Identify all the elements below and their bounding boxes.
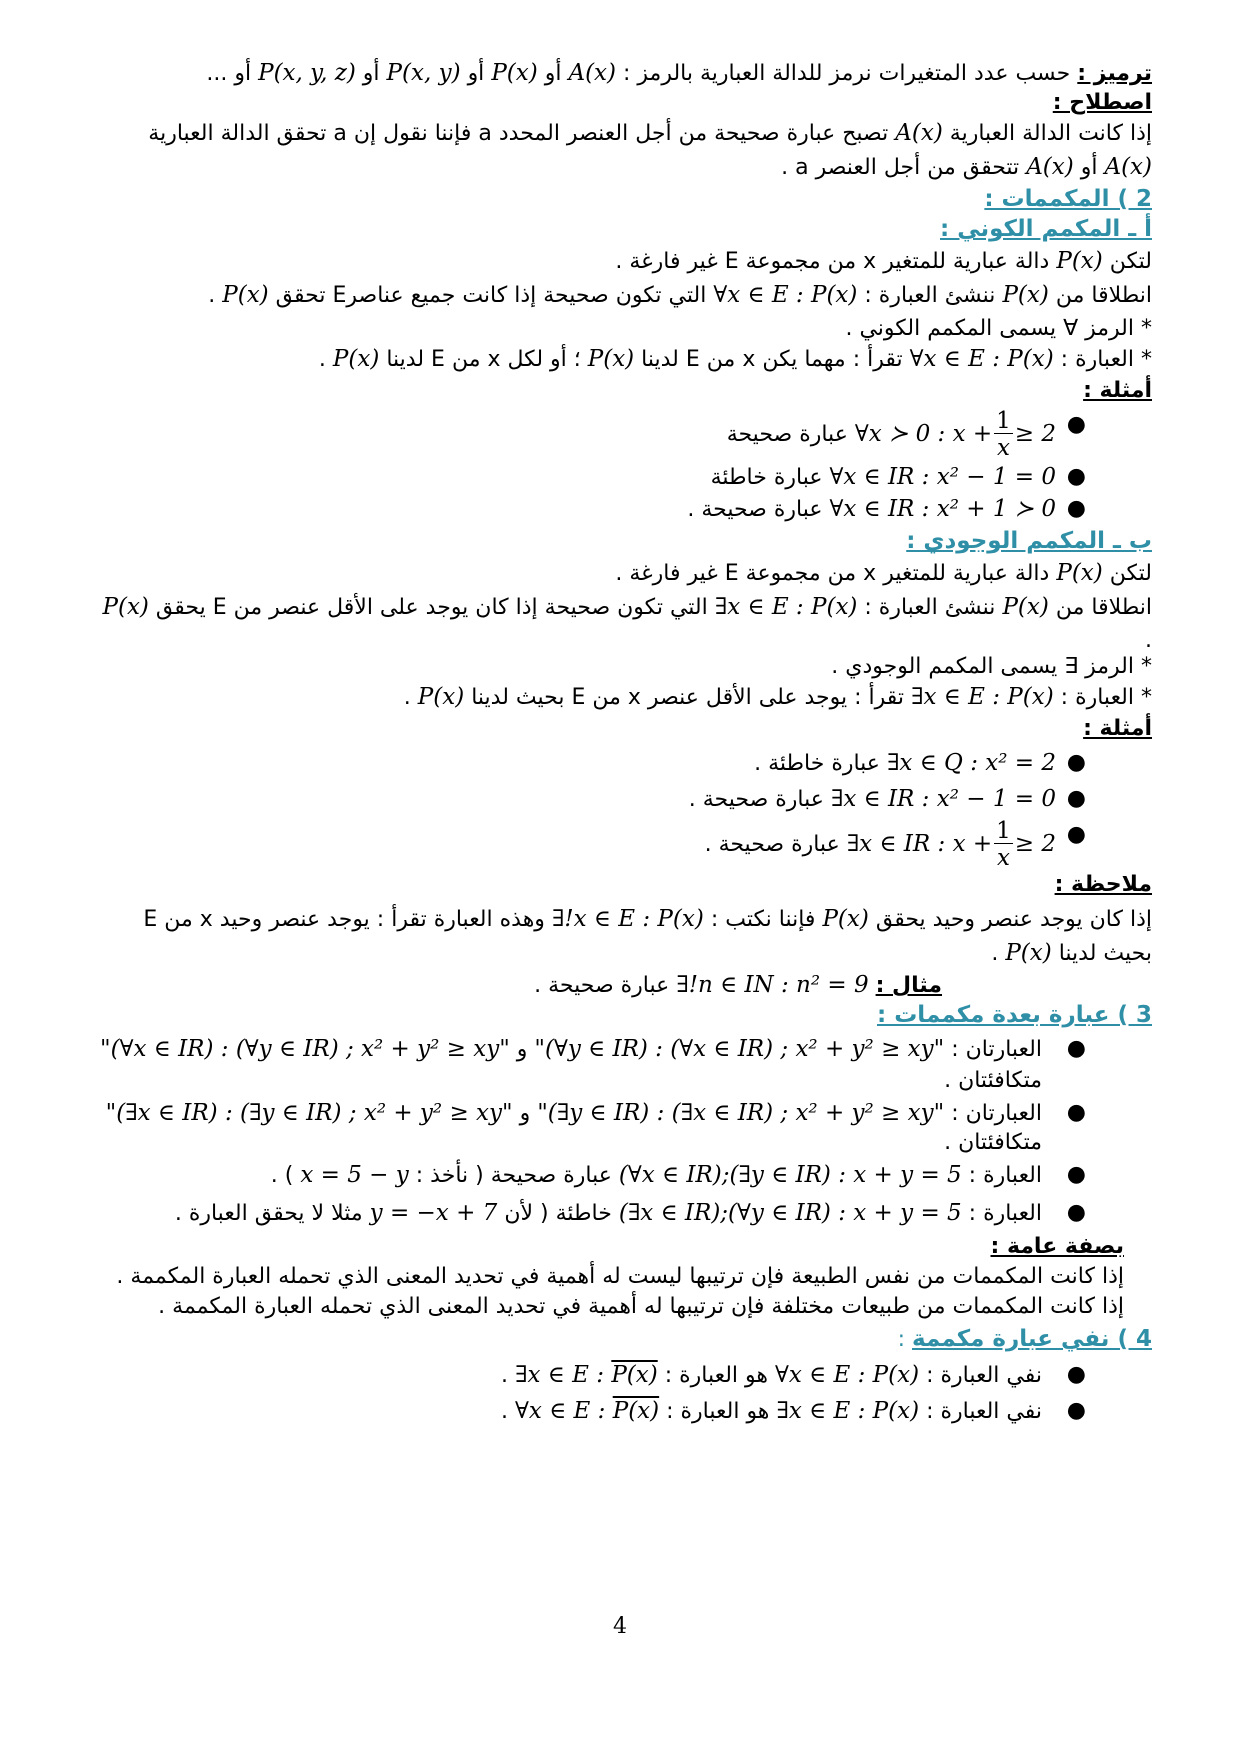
text: عبارة صحيحة ( نأخذ : bbox=[415, 1163, 612, 1188]
formula-part: ≥ 2 bbox=[1014, 421, 1056, 447]
universal-line-4 bbox=[88, 344, 1152, 375]
text: العبارة : bbox=[968, 1201, 1042, 1226]
text: . bbox=[1145, 628, 1152, 653]
universal-line-3 bbox=[88, 314, 1152, 344]
existential-example-3 bbox=[88, 820, 1152, 870]
text: . bbox=[403, 685, 411, 710]
formula: ∃!x ∈ E : P(x) bbox=[551, 906, 704, 932]
existential-example-1 bbox=[88, 748, 1152, 779]
section-2-heading bbox=[88, 184, 1152, 215]
text: عبارة صحيحة . bbox=[704, 832, 840, 857]
existential-line-2 bbox=[88, 592, 1152, 623]
examples-label: أمثلة : bbox=[1083, 378, 1152, 403]
remark-heading bbox=[88, 870, 1152, 900]
formula: ∀x ∈ E : P(x) bbox=[775, 1362, 920, 1388]
formula-part: ≥ 2 bbox=[1014, 831, 1056, 857]
formula: P(x) bbox=[1002, 282, 1049, 308]
formula: ∃x ∈ Q : x² = 2 bbox=[886, 750, 1056, 776]
notation-label: ترميز : bbox=[1077, 61, 1152, 86]
formula bbox=[515, 1398, 659, 1424]
subsection-title: ب ـ المكمم الوجودي : bbox=[906, 528, 1152, 554]
convention-line-1 bbox=[88, 118, 1152, 149]
general-heading bbox=[88, 1232, 1152, 1262]
bullet-icon: ● bbox=[1066, 1362, 1086, 1387]
universal-heading bbox=[88, 214, 1152, 245]
formula: ∃!n ∈ IN : n² = 9 bbox=[676, 972, 869, 998]
formula: ∀x ∈ IR : x² − 1 = 0 bbox=[829, 464, 1056, 490]
text: تتحقق من أجل العنصر a . bbox=[781, 155, 1020, 180]
section-3-bullet-1-cont bbox=[88, 1066, 1152, 1096]
formula: ∀x ∈ E : P(x) bbox=[713, 282, 858, 308]
denominator: x bbox=[996, 845, 1010, 871]
bullet-icon: ● bbox=[1066, 412, 1086, 437]
existential-examples-heading bbox=[88, 714, 1152, 744]
text: التي تكون صحيحة إذا كان يوجد على الأقل عنصر من E يحقق bbox=[155, 595, 708, 620]
text: العبارتان : bbox=[951, 1037, 1042, 1062]
formula: A(x) bbox=[568, 60, 616, 86]
section-title: 4 ) نفي عبارة مكممة bbox=[912, 1326, 1152, 1352]
negation-1 bbox=[88, 1360, 1152, 1391]
formula: "(∃x ∈ IR) : (∃y ∈ IR) ; x² + y² ≥ xy" bbox=[105, 1100, 513, 1126]
text: تقرأ : يوجد على الأقل عنصر x من E بحيث لدينا bbox=[471, 685, 905, 710]
text: ننشئ العبارة : bbox=[864, 283, 996, 308]
text: دالة عبارية للمتغير x من مجموعة E غير فارغة . bbox=[615, 249, 1050, 274]
existential-line-1 bbox=[88, 558, 1152, 589]
convention-line-2 bbox=[88, 152, 1152, 183]
examples-label: أمثلة : bbox=[1083, 716, 1152, 741]
formula-part: ∀x ∈ E : bbox=[515, 1398, 606, 1424]
formula: P(x) bbox=[822, 906, 869, 932]
universal-examples-heading bbox=[88, 376, 1152, 406]
text: إذا كانت المكممات من نفس الطبيعة فإن ترتيبها ليست له أهمية في تحديد المعنى الذي تحمله العبارة المكممة . bbox=[116, 1264, 1124, 1289]
text: نفي العبارة : bbox=[926, 1363, 1042, 1388]
fraction bbox=[994, 820, 1013, 870]
text: * الرمز ∀ يسمى المكمم الكوني . bbox=[845, 316, 1152, 341]
negated-predicate: P(x) bbox=[611, 1362, 658, 1388]
or-word: أو bbox=[1080, 155, 1098, 180]
formula: A(x) bbox=[895, 120, 943, 146]
text: إذا كانت الدالة العبارية bbox=[949, 121, 1152, 146]
text: عبارة صحيحة bbox=[726, 422, 848, 447]
existential-example-2 bbox=[88, 784, 1152, 815]
text: * العبارة : bbox=[1060, 685, 1152, 710]
text: عبارة خاطئة bbox=[710, 465, 823, 490]
bullet-icon: ● bbox=[1066, 464, 1086, 489]
remark-line-2 bbox=[88, 938, 1152, 969]
text: . bbox=[318, 347, 326, 372]
example-label: مثال : bbox=[875, 973, 942, 998]
subsection-title: أ ـ المكمم الكوني : bbox=[940, 216, 1152, 242]
convention-heading bbox=[88, 88, 1152, 118]
existential-heading bbox=[88, 526, 1152, 557]
formula: A(x) bbox=[1104, 154, 1152, 180]
colon: : bbox=[897, 1327, 906, 1352]
negation-2 bbox=[88, 1396, 1152, 1427]
formula bbox=[854, 408, 1056, 461]
convention-label: اصطلاح : bbox=[1052, 90, 1152, 115]
text: ) . bbox=[270, 1163, 294, 1188]
formula: (∃x ∈ IR);(∀y ∈ IR) : x + y = 5 bbox=[618, 1200, 962, 1226]
section-4-heading bbox=[88, 1324, 1152, 1355]
formula bbox=[515, 1362, 658, 1388]
text: لتكن bbox=[1109, 561, 1152, 586]
formula: P(x) bbox=[491, 60, 538, 86]
fraction bbox=[994, 410, 1013, 460]
text: ؛ أو لكل x من E لدينا bbox=[386, 347, 581, 372]
formula: P(x) bbox=[587, 346, 635, 372]
existential-line-4 bbox=[88, 682, 1152, 713]
formula: x = 5 − y bbox=[300, 1162, 409, 1188]
formula bbox=[846, 818, 1056, 871]
formula: P(x) bbox=[417, 684, 465, 710]
text: عبارة صحيحة . bbox=[534, 973, 670, 998]
formula: "(∃y ∈ IR) : (∃x ∈ IR) ; x² + y² ≥ xy" bbox=[537, 1100, 945, 1126]
formula-part: ∃x ∈ IR : x + bbox=[846, 831, 993, 857]
text: دالة عبارية للمتغير x من مجموعة E غير فارغة . bbox=[615, 561, 1050, 586]
formula-part: ∀x ≻ 0 : x + bbox=[854, 421, 993, 447]
text: عبارة صحيحة . bbox=[688, 787, 824, 812]
formula: ∀x ∈ E : P(x) bbox=[909, 346, 1054, 372]
text: فإننا نكتب : bbox=[710, 907, 816, 932]
formula-part: ∃x ∈ E : bbox=[515, 1362, 604, 1388]
text: التي تكون صحيحة إذا كانت جميع عناصرE تحقق bbox=[275, 283, 707, 308]
text: . bbox=[991, 941, 999, 966]
formula: P(x) bbox=[1056, 248, 1103, 274]
section-3-bullet-3 bbox=[88, 1160, 1152, 1191]
formula: ∀x ∈ IR : x² + 1 ≻ 0 bbox=[829, 496, 1056, 522]
text: * العبارة : bbox=[1060, 347, 1152, 372]
and-word: و bbox=[519, 1101, 531, 1126]
negated-predicate: P(x) bbox=[612, 1398, 660, 1424]
text: مثلا لا يحقق العبارة . bbox=[174, 1201, 363, 1226]
formula: ∃x ∈ IR : x² − 1 = 0 bbox=[830, 786, 1056, 812]
denominator: x bbox=[996, 435, 1010, 461]
bullet-icon: ● bbox=[1066, 1100, 1086, 1125]
bullet-icon: ● bbox=[1066, 822, 1086, 847]
general-line-2 bbox=[88, 1292, 1152, 1322]
text: تصبح عبارة صحيحة من أجل العنصر المحدد a فإننا نقول إن a تحقق الدالة العبارية bbox=[148, 121, 889, 146]
bullet-icon: ● bbox=[1066, 786, 1086, 811]
universal-example-2 bbox=[88, 462, 1152, 493]
notation-text: حسب عدد المتغيرات نرمز للدالة العبارية بالرمز : bbox=[623, 61, 1071, 86]
formula: "(∀y ∈ IR) : (∀x ∈ IR) ; x² + y² ≥ xy" bbox=[534, 1036, 945, 1062]
text: إذا كانت المكممات من طبيعات مختلفة فإن ترتيبها له أهمية في تحديد المعنى الذي تحمله العبارة المكممة . bbox=[158, 1294, 1124, 1319]
section-3-heading bbox=[88, 1000, 1152, 1031]
text: هو العبارة : bbox=[664, 1363, 769, 1388]
formula: ∃x ∈ E : P(x) bbox=[714, 594, 858, 620]
formula: P(x) bbox=[1056, 560, 1103, 586]
text: إذا كان يوجد عنصر وحيد يحقق bbox=[875, 907, 1152, 932]
universal-example-3 bbox=[88, 494, 1152, 525]
formula: P(x, y, z) bbox=[258, 60, 356, 86]
universal-line-2 bbox=[88, 280, 1152, 311]
general-label: بصفة عامة : bbox=[990, 1234, 1124, 1259]
section-title: 2 ) المكممات : bbox=[984, 186, 1152, 212]
text: العبارة : bbox=[968, 1163, 1042, 1188]
text: العبارتان : bbox=[951, 1101, 1042, 1126]
formula: ∃x ∈ E : P(x) bbox=[776, 1398, 920, 1424]
bullet-icon: ● bbox=[1066, 1200, 1086, 1225]
bullet-icon: ● bbox=[1066, 1036, 1086, 1061]
bullet-icon: ● bbox=[1066, 1162, 1086, 1187]
or-word: أو bbox=[362, 61, 380, 86]
formula: (∀x ∈ IR);(∃y ∈ IR) : x + y = 5 bbox=[618, 1162, 962, 1188]
section-3-bullet-2 bbox=[88, 1098, 1152, 1129]
text: خاطئة ( لأن bbox=[504, 1201, 612, 1226]
existential-line-3 bbox=[88, 652, 1152, 682]
section-3-bullet-2-cont bbox=[88, 1128, 1152, 1158]
text: ننشئ العبارة : bbox=[864, 595, 996, 620]
numerator: 1 bbox=[996, 408, 1011, 434]
formula: A(x) bbox=[1026, 154, 1074, 180]
text: لتكن bbox=[1109, 249, 1152, 274]
text: هو العبارة : bbox=[666, 1399, 770, 1424]
text: عبارة صحيحة . bbox=[687, 497, 823, 522]
formula: P(x) bbox=[332, 346, 380, 372]
numerator: 1 bbox=[996, 818, 1011, 844]
text: متكافئتان . bbox=[944, 1068, 1042, 1093]
section-3-bullet-4 bbox=[88, 1198, 1152, 1229]
formula: P(x) bbox=[102, 594, 149, 620]
section-title: 3 ) عبارة بعدة مكممات : bbox=[876, 1002, 1152, 1028]
bullet-icon: ● bbox=[1066, 496, 1086, 521]
etc-text: أو ... bbox=[206, 61, 252, 86]
text: انطلاقا من bbox=[1055, 283, 1152, 308]
text: . bbox=[501, 1363, 509, 1388]
text: نفي العبارة : bbox=[926, 1399, 1042, 1424]
text: * الرمز ∃ يسمى المكمم الوجودي . bbox=[831, 654, 1152, 679]
section-3-bullet-1 bbox=[88, 1034, 1152, 1065]
text: عبارة خاطئة . bbox=[754, 751, 880, 776]
bullet-icon: ● bbox=[1066, 750, 1086, 775]
formula: ∃x ∈ E : P(x) bbox=[911, 684, 1054, 710]
text: بحيث لدينا bbox=[1058, 941, 1152, 966]
text: . bbox=[501, 1399, 509, 1424]
formula: "(∀x ∈ IR) : (∀y ∈ IR) ; x² + y² ≥ xy" bbox=[100, 1036, 510, 1062]
or-word: أو bbox=[467, 61, 485, 86]
text: تقرأ : مهما يكن x من E لدينا bbox=[641, 347, 903, 372]
and-word: و bbox=[516, 1037, 528, 1062]
universal-example-1 bbox=[88, 410, 1152, 460]
formula: y = −x + 7 bbox=[369, 1200, 498, 1226]
notation-line bbox=[88, 58, 1152, 89]
page-number: 4 bbox=[613, 1614, 627, 1639]
formula: P(x) bbox=[1005, 940, 1052, 966]
or-word: أو bbox=[544, 61, 562, 86]
universal-line-1 bbox=[88, 246, 1152, 277]
text: وهذه العبارة تقرأ : يوجد عنصر وحيد x من E bbox=[143, 907, 545, 932]
bullet-icon: ● bbox=[1066, 1398, 1086, 1423]
text: انطلاقا من bbox=[1055, 595, 1152, 620]
formula: P(x) bbox=[1002, 594, 1049, 620]
formula: P(x, y) bbox=[386, 60, 461, 86]
remark-line-1 bbox=[88, 904, 1152, 935]
remark-example bbox=[88, 970, 1152, 1001]
general-line-1 bbox=[88, 1262, 1152, 1292]
text: متكافئتان . bbox=[944, 1130, 1042, 1155]
text: . bbox=[208, 283, 216, 308]
formula: P(x) bbox=[222, 282, 269, 308]
remark-label: ملاحظة : bbox=[1054, 872, 1152, 897]
